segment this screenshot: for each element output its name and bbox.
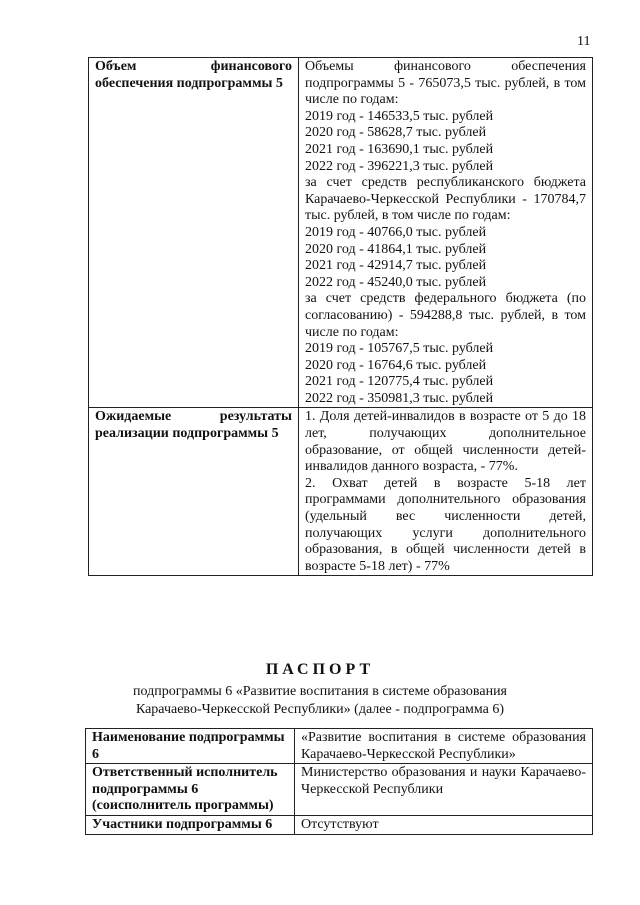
regional-budget-year: 2020 год - 41864,1 тыс. рублей [305, 241, 487, 257]
federal-budget-year: 2019 год - 105767,5 тыс. рублей [305, 341, 494, 357]
participants-value: Отсутствуют [295, 815, 593, 834]
passport-title: ПАСПОРТ [265, 661, 375, 678]
financing-value [299, 58, 593, 408]
financing-year: 2020 год - 58628,7 тыс. рублей [305, 125, 487, 141]
financing-year: 2019 год - 146533,5 тыс. рублей [305, 108, 494, 124]
page-number: 11 [577, 34, 591, 49]
federal-budget-year: 2022 год - 350981,3 тыс. рублей [305, 390, 494, 406]
responsible-executor-value: Министерство образования и науки Карачаево-Черкесской Республики [295, 764, 593, 816]
regional-budget-year: 2022 год - 45240,0 тыс. рублей [305, 274, 487, 290]
financing-table-subprogram-5 [88, 57, 593, 576]
expected-result-item-1: 1. Доля детей-инвалидов в возрасте от 5 до 18 лет, получающих дополнительное образование, от общей численности детей-инвалидов данного возраста, - 77%. [305, 409, 586, 475]
expected-results-label-text: Ожидаемые результаты реализации подпрограммы 5 [95, 409, 292, 442]
passport-row-executor [86, 764, 593, 816]
passport-row-participants [86, 815, 593, 834]
expected-result-item-2: 2. Охват детей в возрасте 5-18 лет программами дополнительного образования (удельный вес численности детей, получающих услуги дополнительного образования, в общей численности детей в возрасте 5-18 лет) - 77% [305, 475, 586, 574]
responsible-executor-label: Ответственный исполнитель подпрограммы 6 (соисполнитель программы) [86, 764, 295, 816]
passport-table-subprogram-6 [85, 728, 593, 835]
financing-year: 2021 год - 163690,1 тыс. рублей [305, 141, 494, 157]
subprogram-name-value: «Развитие воспитания в системе образования Карачаево-Черкесской Республики» [295, 729, 593, 764]
financing-intro: Объемы финансового обеспечения подпрограммы 5 - 765073,5 тыс. рублей, в том числе по годам: [305, 59, 586, 108]
federal-budget-intro: за счет средств федерального бюджета (по согласованию) - 594288,8 тыс. рублей, в том числе по годам: [305, 291, 586, 340]
passport-subtitle [0, 683, 640, 719]
financing-row [89, 58, 593, 408]
financing-label-text: Объем финансового обеспечения подпрограммы 5 [95, 59, 292, 91]
participants-label: Участники подпрограммы 6 [86, 815, 295, 834]
expected-results-value [299, 408, 593, 576]
passport-subtitle-line-2: Карачаево-Черкесской Республики» (далее - подпрограмма 6) [135, 702, 505, 717]
expected-results-row [89, 408, 593, 576]
federal-budget-year: 2020 год - 16764,6 тыс. рублей [305, 357, 487, 373]
financing-year: 2022 год - 396221,3 тыс. рублей [305, 158, 494, 174]
regional-budget-intro: за счет средств республиканского бюджета Карачаево-Черкесской Республики - 170784,7 тыс. рублей, в том числе по годам: [305, 175, 586, 224]
regional-budget-year: 2021 год - 42914,7 тыс. рублей [305, 258, 487, 274]
passport-subtitle-line-1: подпрограммы 6 «Развитие воспитания в системе образования [132, 684, 507, 699]
regional-budget-year: 2019 год - 40766,0 тыс. рублей [305, 224, 487, 240]
expected-results-label [89, 408, 299, 576]
financing-label [89, 58, 299, 408]
passport-row-name [86, 729, 593, 764]
federal-budget-year: 2021 год - 120775,4 тыс. рублей [305, 374, 494, 390]
subprogram-name-label: Наименование подпрограммы 6 [86, 729, 295, 764]
